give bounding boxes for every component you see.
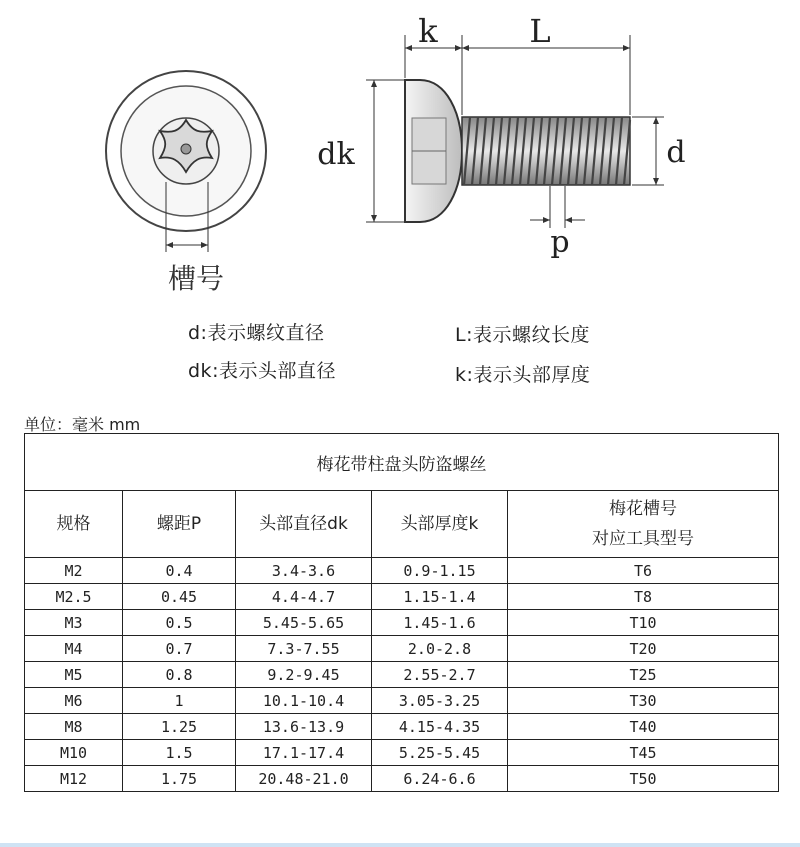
cell-dk: 3.4-3.6 xyxy=(236,558,372,584)
header-spec: 规格 xyxy=(25,491,123,558)
cell-k: 0.9-1.15 xyxy=(372,558,508,584)
cell-torx: T8 xyxy=(508,584,779,610)
table-row xyxy=(25,714,779,740)
bottom-divider xyxy=(0,843,800,847)
cell-torx: T6 xyxy=(508,558,779,584)
cell-spec: M2.5 xyxy=(25,584,123,610)
cell-torx: T40 xyxy=(508,714,779,740)
cell-k: 2.0-2.8 xyxy=(372,636,508,662)
table-row xyxy=(25,584,779,610)
cell-spec: M4 xyxy=(25,636,123,662)
k-label: k xyxy=(418,12,438,50)
spec-table xyxy=(24,433,779,792)
cell-dk: 10.1-10.4 xyxy=(236,688,372,714)
cell-dk: 4.4-4.7 xyxy=(236,584,372,610)
cell-k: 1.15-1.4 xyxy=(372,584,508,610)
header-torx-tool xyxy=(508,491,779,558)
cell-spec: M5 xyxy=(25,662,123,688)
cell-torx: T45 xyxy=(508,740,779,766)
table-row xyxy=(25,610,779,636)
table-title-row xyxy=(25,434,779,491)
screw-diagram xyxy=(0,0,800,300)
cell-dk: 7.3-7.55 xyxy=(236,636,372,662)
dk-label: dk xyxy=(317,137,355,172)
cell-torx: T20 xyxy=(508,636,779,662)
cell-pitch: 0.7 xyxy=(123,636,236,662)
table-row xyxy=(25,766,779,792)
unit-label: 单位：毫米 mm xyxy=(24,415,141,434)
header-head-thickness: 头部厚度k xyxy=(372,491,508,558)
L-label: L xyxy=(529,12,551,50)
cell-spec: M8 xyxy=(25,714,123,740)
cell-pitch: 0.8 xyxy=(123,662,236,688)
cell-spec: M12 xyxy=(25,766,123,792)
header-torx-size: 梅花槽号 xyxy=(609,499,678,519)
cell-k: 6.24-6.6 xyxy=(372,766,508,792)
table-row xyxy=(25,558,779,584)
header-tool-model: 对应工具型号 xyxy=(592,529,695,549)
legend-L: L:表示螺纹长度 xyxy=(455,324,590,346)
cell-k: 5.25-5.45 xyxy=(372,740,508,766)
table-row xyxy=(25,740,779,766)
slot-label: 槽号 xyxy=(167,262,225,295)
screw-side-view xyxy=(317,12,685,260)
cell-pitch: 0.5 xyxy=(123,610,236,636)
legend-d: d:表示螺纹直径 xyxy=(188,322,325,344)
cell-spec: M3 xyxy=(25,610,123,636)
cell-k: 2.55-2.7 xyxy=(372,662,508,688)
head-top-view xyxy=(106,71,266,295)
legend-k: k:表示头部厚度 xyxy=(455,364,591,386)
cell-pitch: 1.25 xyxy=(123,714,236,740)
cell-pitch: 1.5 xyxy=(123,740,236,766)
cell-spec: M2 xyxy=(25,558,123,584)
cell-k: 4.15-4.35 xyxy=(372,714,508,740)
table-header-row xyxy=(25,491,779,558)
cell-dk: 9.2-9.45 xyxy=(236,662,372,688)
cell-spec: M10 xyxy=(25,740,123,766)
cell-torx: T30 xyxy=(508,688,779,714)
cell-torx: T10 xyxy=(508,610,779,636)
cell-pitch: 1 xyxy=(123,688,236,714)
cell-spec: M6 xyxy=(25,688,123,714)
table-row xyxy=(25,662,779,688)
cell-pitch: 1.75 xyxy=(123,766,236,792)
cell-k: 1.45-1.6 xyxy=(372,610,508,636)
cell-pitch: 0.4 xyxy=(123,558,236,584)
cell-pitch: 0.45 xyxy=(123,584,236,610)
d-label: d xyxy=(666,135,686,170)
cell-dk: 13.6-13.9 xyxy=(236,714,372,740)
cell-k: 3.05-3.25 xyxy=(372,688,508,714)
table-title: 梅花带柱盘头防盗螺丝 xyxy=(25,434,779,491)
header-pitch: 螺距P xyxy=(123,491,236,558)
cell-dk: 20.48-21.0 xyxy=(236,766,372,792)
p-label: p xyxy=(550,225,570,260)
table-row xyxy=(25,636,779,662)
table-row xyxy=(25,688,779,714)
header-head-diameter: 头部直径dk xyxy=(236,491,372,558)
cell-torx: T25 xyxy=(508,662,779,688)
cell-torx: T50 xyxy=(508,766,779,792)
legend-dk: dk:表示头部直径 xyxy=(188,360,336,382)
cell-dk: 5.45-5.65 xyxy=(236,610,372,636)
cell-dk: 17.1-17.4 xyxy=(236,740,372,766)
